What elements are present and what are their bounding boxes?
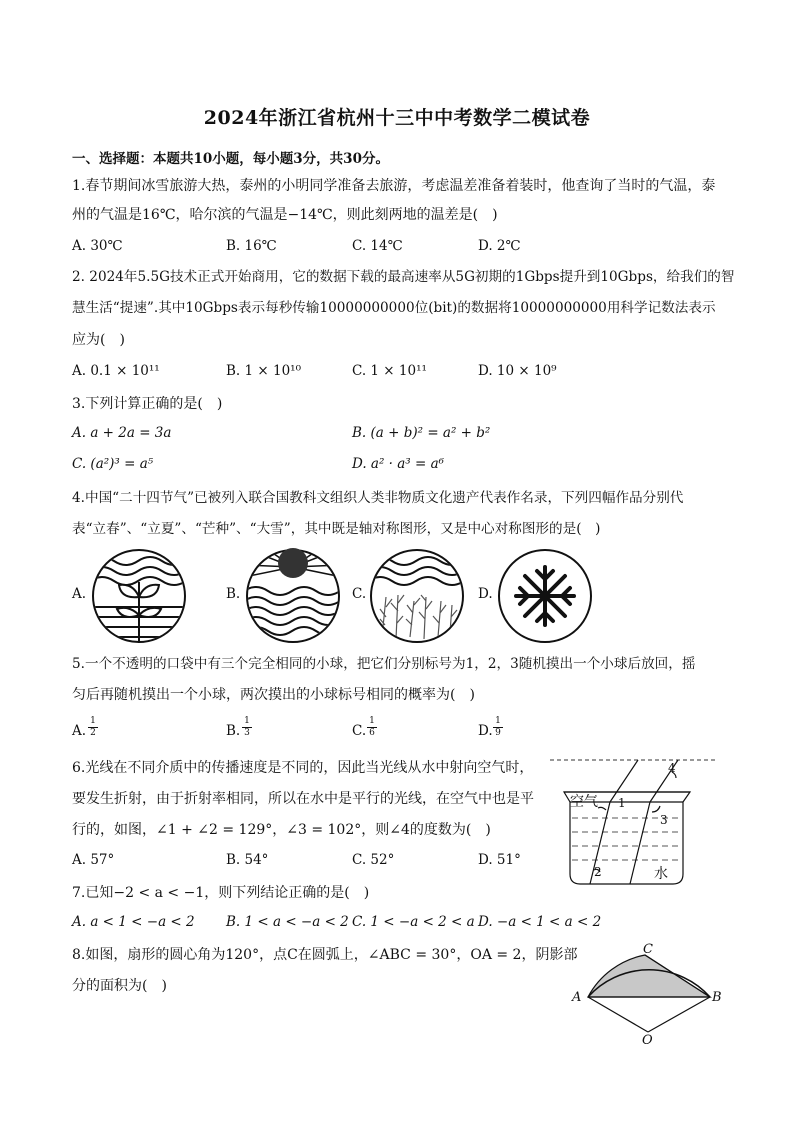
q7-option-d: D. −a < 1 < a < 2 (478, 914, 602, 930)
q7-line-1: 7.已知−2 < a < −1，则下列结论正确的是( ) (72, 885, 370, 901)
q2-option-a: A. 0.1 × 10¹¹ (72, 363, 160, 379)
q6-line-3: 行的，如图，∠1 + ∠2 = 129°，∠3 = 102°，则∠4的度数为( ) (72, 822, 491, 838)
q5-line-1: 5.一个不透明的口袋中有三个完全相同的小球，把它们分别标号为1，2，3随机摸出一个小球后放回，摇 (72, 656, 696, 672)
q8-line-1: 8.如图，扇形的圆心角为120°，点C在圆弧上，∠ABC = 30°，OA = 2，阴影部 (72, 947, 578, 963)
q7-option-a: A. a < 1 < −a < 2 (72, 914, 195, 930)
angle-2-label: 2 (594, 865, 602, 879)
q6-option-a: A. 57° (72, 852, 115, 868)
q6-line-1: 6.光线在不同介质中的传播速度是不同的，因此当光线从水中射向空气时， (72, 760, 534, 776)
q4-option-a: A. (72, 586, 87, 602)
q1-option-d: D. 2℃ (478, 238, 521, 254)
q5-option-d: D. (478, 723, 493, 739)
q6-option-b: B. 54° (226, 852, 269, 868)
lichun-figure (90, 547, 188, 645)
q3-option-c: C. (a²)³ = a⁵ (72, 456, 154, 472)
angle-1-label: 1 (618, 796, 626, 810)
water-label: 水 (654, 866, 668, 882)
q7-option-b: B. 1 < a < −a < 2 (226, 914, 349, 930)
angle-3-label: 3 (660, 813, 668, 827)
q2-option-d: D. 10 × 10⁹ (478, 363, 557, 379)
q6-line-2: 要发生折射，由于折射率相同，所以在水中是平行的光线，在空气中也是平 (72, 791, 534, 807)
point-o-label: O (642, 1033, 653, 1048)
q5-line-2: 匀后再随机摸出一个小球，两次摸出的小球标号相同的概率为( ) (72, 687, 475, 703)
q1-option-c: C. 14℃ (352, 238, 403, 254)
q5-fraction-d: 1 9 (493, 716, 503, 739)
q4-line-1: 4.中国“二十四节气”已被列入联合国教科文组织人类非物质文化遗产代表作名录，下列四幅作品分别代 (72, 490, 684, 506)
daxue-figure (496, 547, 594, 645)
q5-option-c: C. (352, 723, 367, 739)
section-heading: 一、选择题：本题共10小题，每小题3分，共30分。 (72, 151, 389, 167)
q8-line-2: 分的面积为( ) (72, 978, 167, 994)
q4-line-2: 表“立春”、“立夏”、“芒种”、“大雪”，其中既是轴对称图形，又是中心对称图形的是( ) (72, 521, 601, 537)
point-c-label: C (643, 942, 653, 957)
q4-option-d: D. (478, 586, 493, 602)
q1-option-a: A. 30℃ (72, 238, 123, 254)
sector-figure (570, 940, 730, 1048)
q2-option-c: C. 1 × 10¹¹ (352, 363, 427, 379)
point-b-label: B (712, 990, 722, 1005)
q1-line-1: 1.春节期间冰雪旅游大热，泰州的小明同学准备去旅游，考虑温差准备着装时，他查询了当时的气温，泰 (72, 178, 716, 194)
refraction-figure (548, 752, 720, 888)
angle-4-label: 4 (668, 761, 676, 775)
q1-option-b: B. 16℃ (226, 238, 277, 254)
q3-option-d: D. a² · a³ = a⁶ (352, 456, 445, 472)
q2-line-2: 慧生活“提速”.其中10Gbps表示每秒传输10000000000位(bit)的数据将10000000000用科学记数法表示 (72, 300, 716, 316)
q2-option-b: B. 1 × 10¹⁰ (226, 363, 301, 379)
q4-option-c: C. (352, 586, 367, 602)
q5-fraction-c: 1 6 (367, 716, 377, 739)
q3-option-b: B. (a + b)² = a² + b² (352, 425, 491, 441)
q1-line-2: 州的气温是16℃，哈尔滨的气温是−14℃，则此刻两地的温差是( ) (72, 207, 498, 223)
q2-line-3: 应为( ) (72, 332, 125, 348)
q3-line-1: 3.下列计算正确的是( ) (72, 396, 223, 412)
q6-option-d: D. 51° (478, 852, 521, 868)
q5-option-a: A. (72, 723, 87, 739)
q2-line-1: 2. 2024年5.5G技术正式开始商用，它的数据下载的最高速率从5G初期的1Gbps提升到10Gbps，给我们的智 (72, 269, 735, 285)
q5-option-b: B. (226, 723, 241, 739)
page-title: 2024年浙江省杭州十三中中考数学二模试卷 (203, 107, 591, 129)
q5-fraction-b: 1 3 (242, 716, 252, 739)
air-label: 空气 (570, 794, 598, 810)
q7-option-c: C. 1 < −a < 2 < a (352, 914, 475, 930)
lixia-figure (244, 547, 342, 645)
q5-fraction-a: 1 2 (88, 716, 98, 739)
mangzhong-figure (368, 547, 466, 645)
q3-option-a: A. a + 2a = 3a (72, 425, 172, 441)
point-a-label: A (572, 990, 582, 1005)
q6-option-c: C. 52° (352, 852, 395, 868)
q4-option-b: B. (226, 586, 241, 602)
